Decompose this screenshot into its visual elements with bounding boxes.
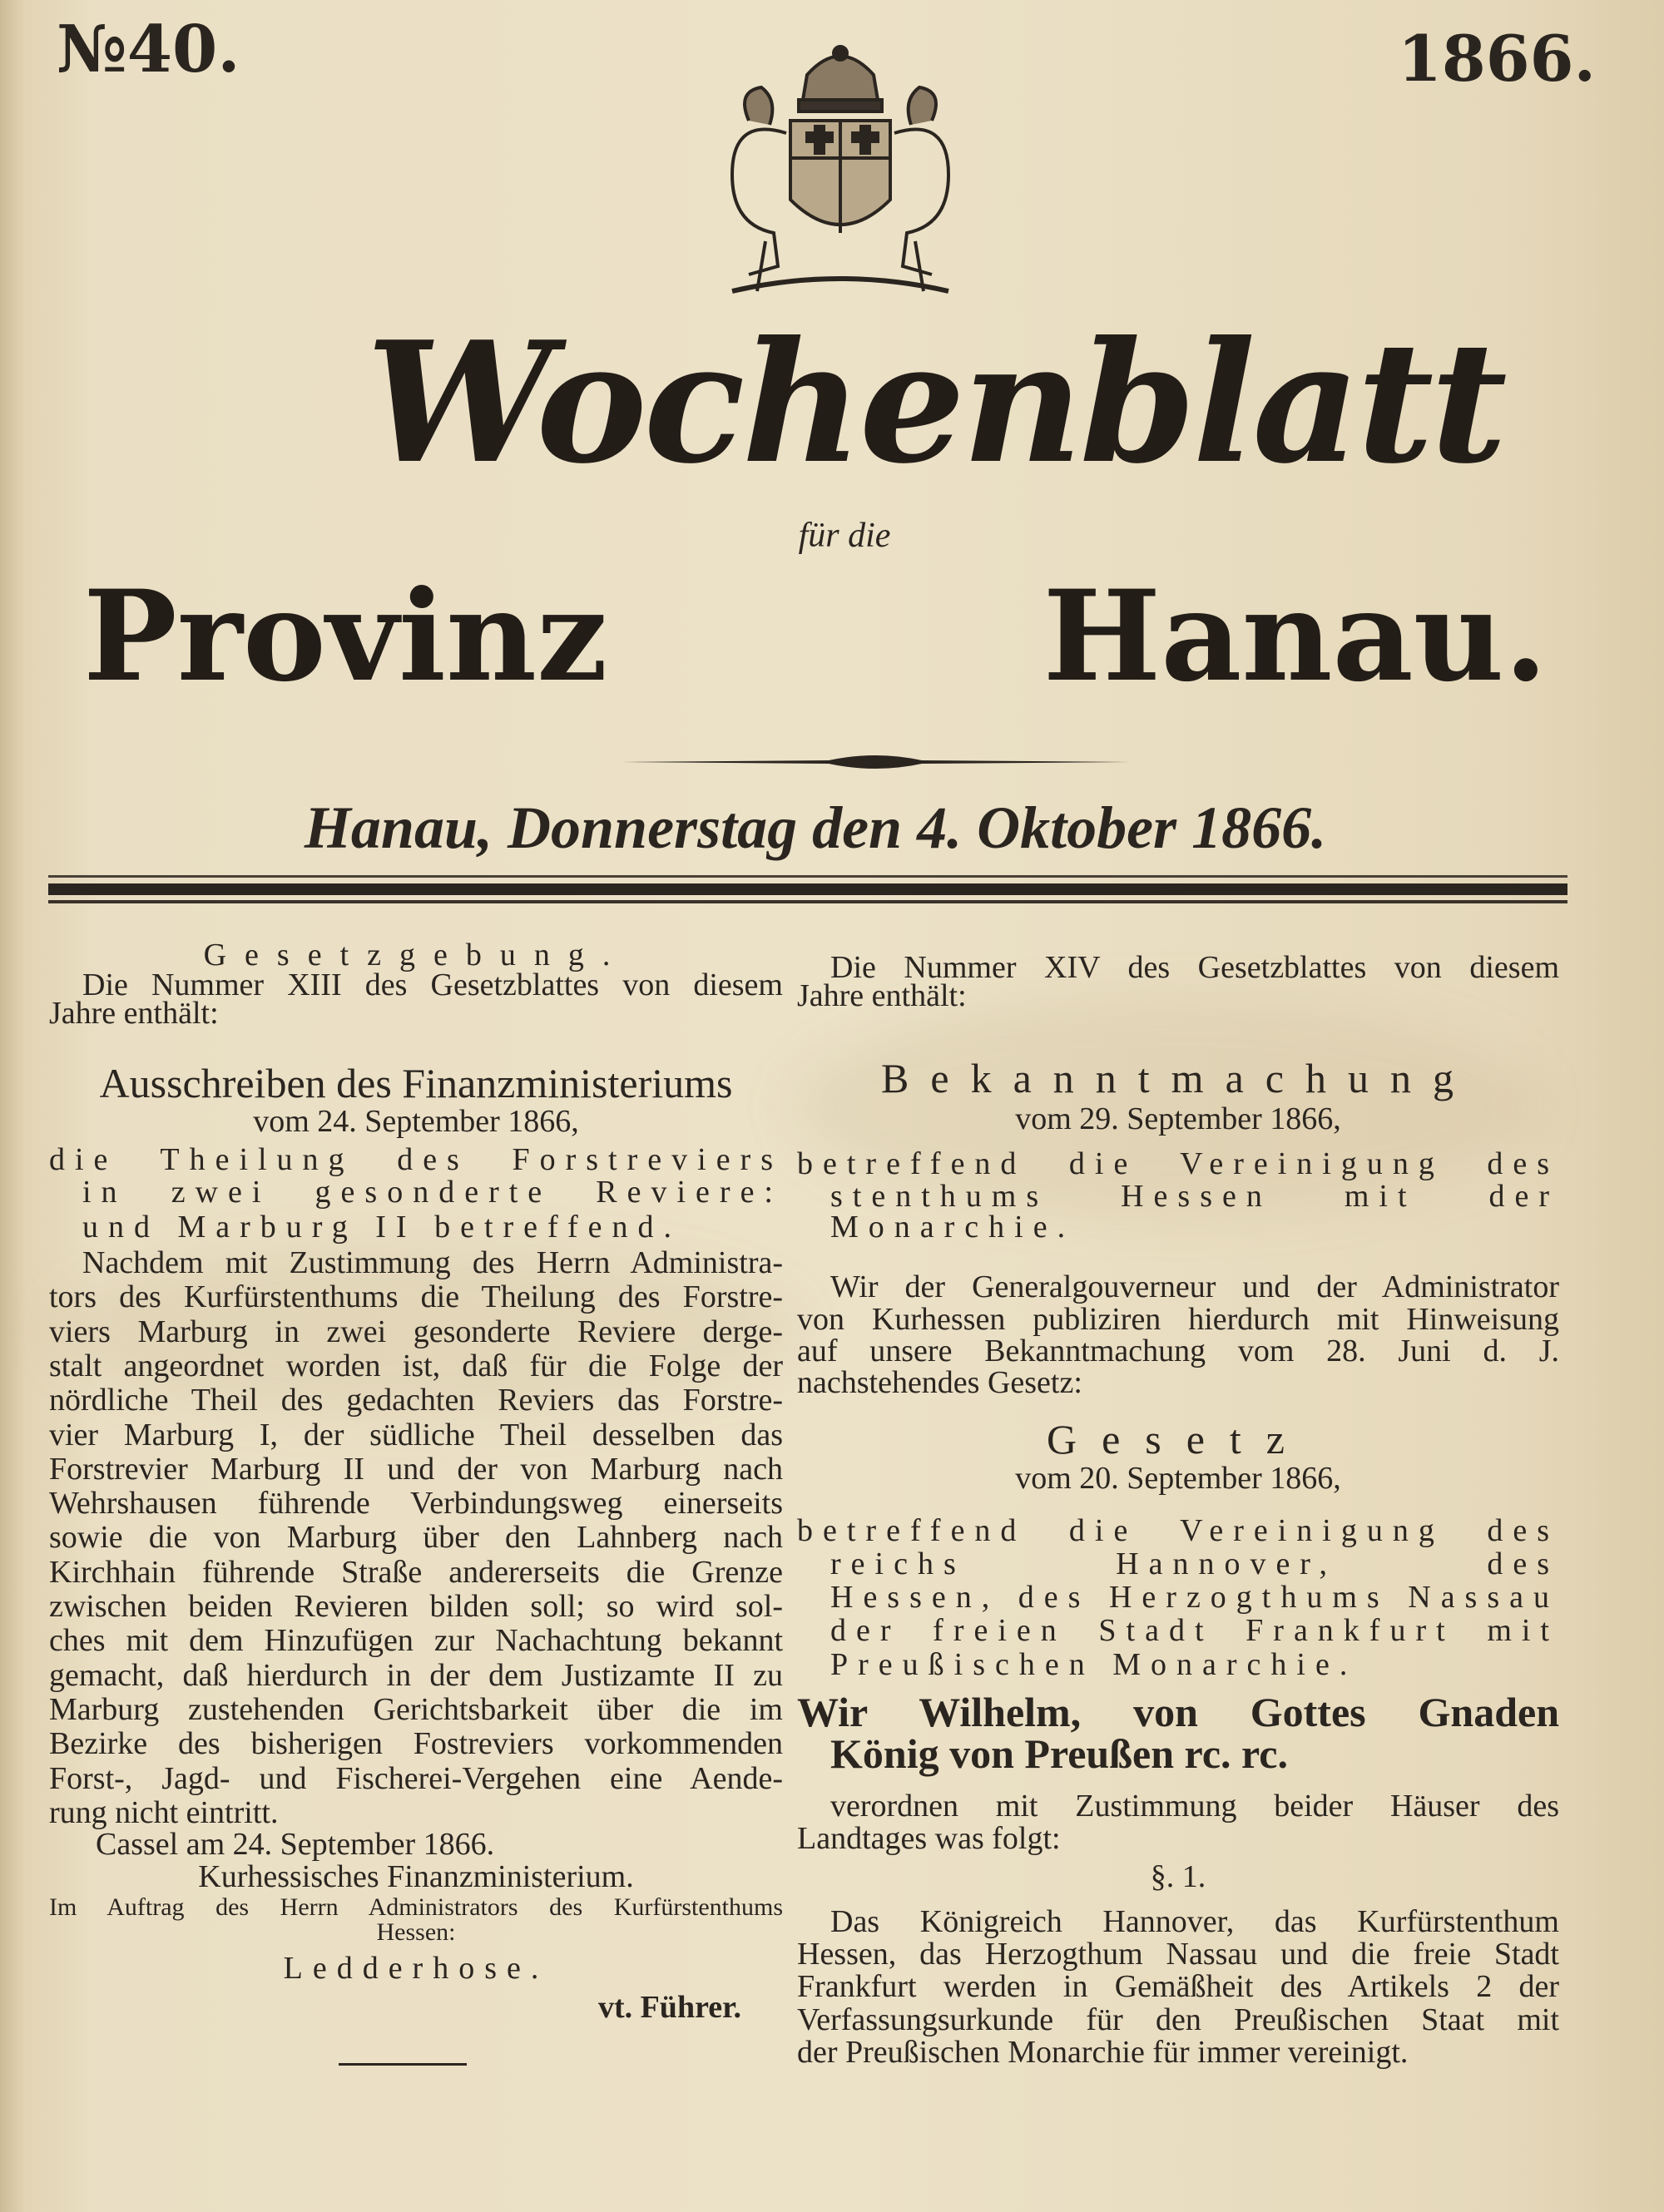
newspaper-title: Wochenblatt <box>366 305 1504 501</box>
document-subject: Monarchie. <box>830 1210 1076 1245</box>
body-line: Forst-, Jagd- und Fischerei-Vergehen eine Aende- <box>49 1761 783 1796</box>
document-subject: und Marburg II betreffend. <box>82 1210 682 1245</box>
body-line: gemacht, daß hierdurch in der dem Justizamte II zu <box>49 1658 783 1693</box>
intro-line: Jahre enthält: <box>49 996 219 1031</box>
body-line: Marburg zustehenden Gerichtsbarkeit über die im <box>49 1692 783 1727</box>
sovereign-line: Wir Wilhelm, von Gottes Gnaden <box>797 1689 1559 1735</box>
body-line: sowie die von Marburg über den Lahnberg nach <box>49 1520 783 1555</box>
body-line: Wehrshausen führende Verbindungsweg einerseits <box>49 1486 783 1521</box>
document-title: Ausschreiben des Finanzministeriums <box>99 1060 733 1106</box>
body-line: vier Marburg I, der südliche Theil desselben das <box>49 1418 783 1452</box>
body-line: viers Marburg in zwei gesonderte Reviere derge- <box>49 1314 783 1349</box>
section-heading: Gesetzgebung. <box>203 938 629 972</box>
header-rule <box>48 900 1567 903</box>
section-line: Frankfurt werden in Gemäßheit des Artikels 2 der <box>797 1969 1559 2004</box>
body-line: ches mit dem Hinzufügen zur Nachachtung bekannt <box>49 1623 783 1658</box>
law-date: vom 20. September 1866, <box>1015 1461 1341 1496</box>
enactment-line: verordnen mit Zustimmung beider Häuser des <box>830 1789 1559 1824</box>
intro-line: Die Nummer XIII des Gesetzblattes von diesem <box>82 967 783 1002</box>
newspaper-subtitle: für die <box>798 517 891 555</box>
law-title: Gesetz <box>1046 1416 1310 1462</box>
section-line: Das Königreich Hannover, das Kurfürstenthum <box>830 1904 1559 1939</box>
body-line: rung nicht eintritt. <box>49 1795 279 1830</box>
body-line: tors des Kurfürstenthums die Theilung des Forstre- <box>49 1279 783 1314</box>
issuing-authority: Kurhessisches Finanzministerium. <box>198 1859 634 1894</box>
document-subject: stenthums Hessen mit der <box>830 1179 1559 1214</box>
on-behalf-line: Im Auftrag des Herrn Administrators des Kurfürstenthums <box>49 1893 783 1921</box>
document-subject: betreffend die Vereinigung des <box>797 1146 1559 1181</box>
law-subject: reichs Hannover, des <box>830 1546 1559 1581</box>
on-behalf-line: Hessen: <box>376 1918 456 1946</box>
document-date: vom 24. September 1866, <box>253 1104 579 1139</box>
document-subject: in zwei gesonderte Reviere: <box>82 1175 783 1210</box>
section-line: der Preußischen Monarchie für immer vereinigt. <box>797 2035 1409 2070</box>
signature: Ledderhose. <box>283 1951 549 1986</box>
countersignature: vt. Führer. <box>597 1990 741 2025</box>
intro-line: Die Nummer XIV des Gesetzblattes von diesem <box>830 950 1559 985</box>
section-line: Verfassungsurkunde für den Preußischen Staat mit <box>797 2002 1559 2037</box>
body-line: zwischen beiden Revieren bilden soll; so wird sol- <box>49 1589 783 1624</box>
ornamental-divider <box>621 754 1130 770</box>
document-subject: die Theilung des Forstreviers <box>49 1142 783 1177</box>
header-rule <box>48 883 1567 895</box>
body-line: Kirchhain führende Straße andererseits die Grenze <box>49 1555 783 1590</box>
intro-line: Jahre enthält: <box>797 978 967 1013</box>
body-line: stalt angeordnet worden ist, daß für die Folge der <box>49 1348 783 1383</box>
place-date: Cassel am 24. September 1866. <box>96 1827 495 1862</box>
preamble-line: auf unsere Bekanntmachung vom 28. Juni d. J. <box>797 1334 1559 1368</box>
body-line: Bezirke des bisherigen Fostreviers vorkommenden <box>49 1726 783 1761</box>
preamble-line: nachstehendes Gesetz: <box>797 1365 1082 1400</box>
body-line: nördliche Theil des gedachten Reviers das Forstre- <box>49 1383 783 1418</box>
sovereign-line: König von Preußen rc. rc. <box>830 1730 1288 1777</box>
law-subject: Preußischen Monarchie. <box>830 1647 1358 1682</box>
preamble-line: von Kurhessen publiziren hierdurch mit Hinweisung <box>797 1302 1559 1337</box>
dateline: Hanau, Donnerstag den 4. Oktober 1866. <box>304 794 1327 861</box>
province-name: Provinz Hanau. <box>83 563 1548 710</box>
body-line: Forstrevier Marburg II und der von Marburg nach <box>49 1452 783 1487</box>
document-date: vom 29. September 1866, <box>1015 1101 1341 1136</box>
issue-number: №40. <box>57 12 240 87</box>
section-number: §. 1. <box>1150 1859 1206 1894</box>
issue-year: 1866. <box>1398 22 1596 96</box>
header-rule <box>48 875 1567 878</box>
law-subject: der freien Stadt Frankfurt mit <box>830 1613 1559 1648</box>
section-divider <box>339 2063 467 2066</box>
law-subject: betreffend die Vereinigung des <box>797 1513 1559 1548</box>
coat-of-arms-icon <box>699 42 982 308</box>
law-subject: Hessen, des Herzogthums Nassau <box>830 1580 1559 1615</box>
enactment-line: Landtages was folgt: <box>797 1821 1061 1856</box>
preamble-line: Wir der Generalgouverneur und der Administrator <box>830 1269 1559 1304</box>
document-title: Bekanntmachung <box>881 1055 1475 1101</box>
body-line: Nachdem mit Zustimmung des Herrn Administra- <box>82 1245 783 1280</box>
section-line: Hessen, das Herzogthum Nassau und die freie Stadt <box>797 1937 1559 1972</box>
